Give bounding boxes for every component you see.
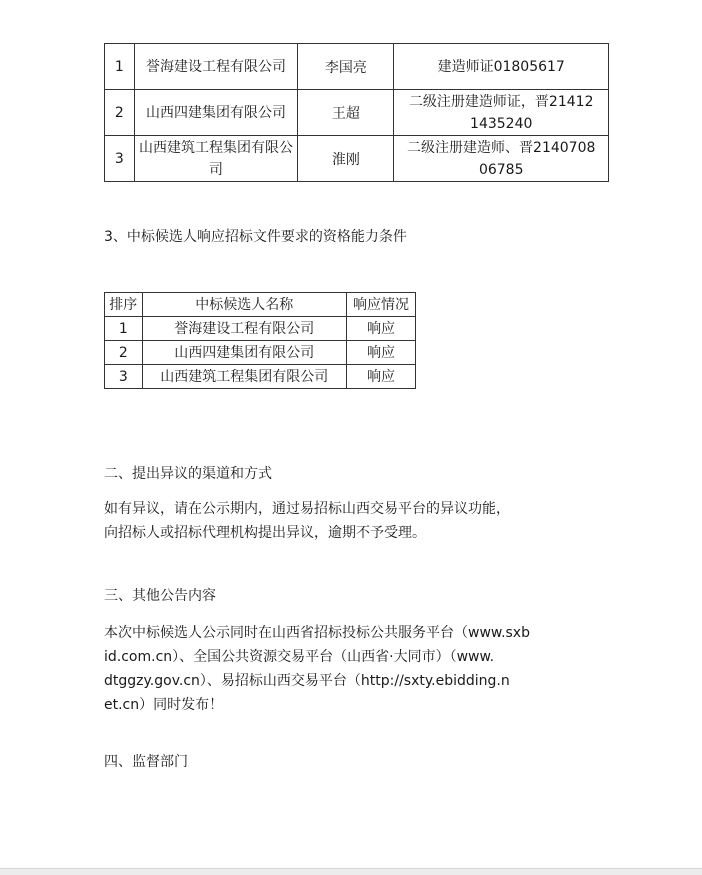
column-header: 响应情况 (346, 293, 415, 317)
row-number: 1 (105, 317, 143, 341)
paragraph-line: 本次中标候选人公示同时在山西省招标投标公共服务平台（www.sxb (104, 625, 530, 641)
column-header: 中标候选人名称 (142, 293, 346, 317)
table-row (105, 365, 416, 389)
company-name: 誉海建设工程有限公司 (134, 44, 297, 90)
company-name: 山西建筑工程集团有限公司 (134, 136, 297, 182)
table-row (105, 341, 416, 365)
row-number: 2 (105, 90, 135, 136)
paragraph-line: et.cn）同时发布！ (104, 697, 224, 713)
table-row (105, 317, 416, 341)
certificate-info: 二级注册建造师、晋2140708 06785 (394, 136, 609, 182)
company-name: 誉海建设工程有限公司 (142, 317, 346, 341)
objection-paragraph (104, 497, 604, 545)
paragraph-line: 向招标人或招标代理机构提出异议，逾期不予受理。 (104, 525, 426, 541)
section-heading-objection: 二、提出异议的渠道和方式 (104, 466, 272, 482)
section-heading-other: 三、其他公告内容 (104, 588, 216, 604)
column-header: 排序 (105, 293, 143, 317)
paragraph-line: id.com.cn）、全国公共资源交易平台（山西省·大同市）（www. (104, 649, 495, 665)
table-header-row (105, 293, 416, 317)
section-heading-qualification: 3、中标候选人响应招标文件要求的资格能力条件 (104, 229, 407, 245)
other-paragraph (104, 621, 604, 717)
response-status: 响应 (346, 317, 415, 341)
response-status: 响应 (346, 341, 415, 365)
project-manager-name: 淮刚 (298, 136, 394, 182)
row-number: 1 (105, 44, 135, 90)
row-number: 3 (105, 365, 143, 389)
table-row (105, 136, 609, 182)
company-name: 山西建筑工程集团有限公司 (142, 365, 346, 389)
qualification-response-table (104, 292, 416, 389)
project-manager-name: 李国亮 (298, 44, 394, 90)
response-status: 响应 (346, 365, 415, 389)
company-name: 山西四建集团有限公司 (142, 341, 346, 365)
table-row (105, 90, 609, 136)
project-manager-name: 王超 (298, 90, 394, 136)
candidate-personnel-table (104, 43, 609, 182)
certificate-info: 二级注册建造师证，晋21412 1435240 (394, 90, 609, 136)
section-heading-supervision: 四、监督部门 (104, 754, 188, 770)
paragraph-line: 如有异议，请在公示期内，通过易招标山西交易平台的异议功能， (104, 501, 510, 517)
company-name: 山西四建集团有限公司 (134, 90, 297, 136)
table-row (105, 44, 609, 90)
certificate-info: 建造师证01805617 (394, 44, 609, 90)
row-number: 2 (105, 341, 143, 365)
row-number: 3 (105, 136, 135, 182)
paragraph-line: dtggzy.gov.cn）、易招标山西交易平台（http://sxty.ebidding.n (104, 673, 510, 689)
